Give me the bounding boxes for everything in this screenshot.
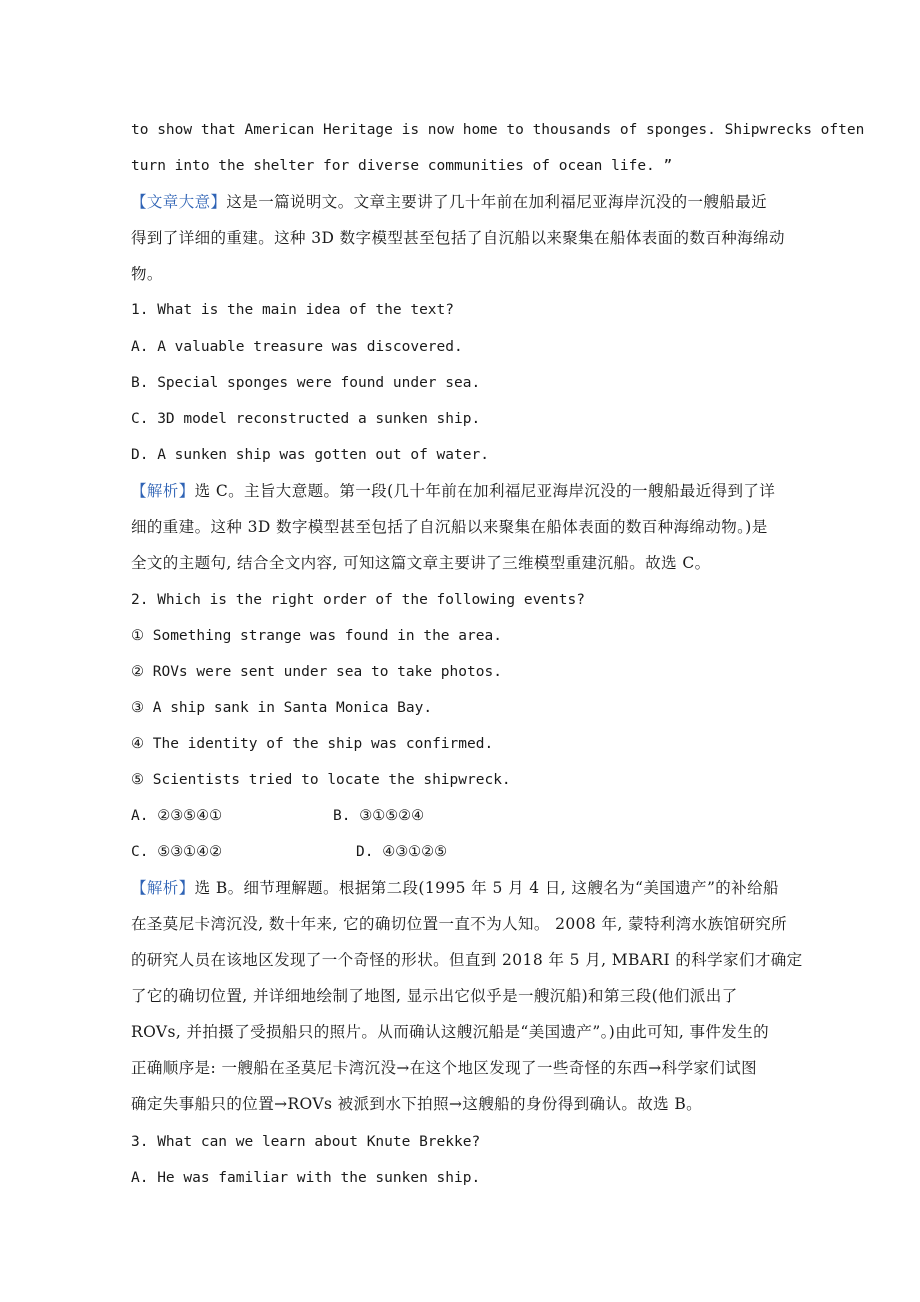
q2-analysis-line: 确定失事船只的位置→ROVs 被派到水下拍照→这艘船的身份得到确认。故选 B。 bbox=[131, 1095, 703, 1113]
analysis-text: 选 C。主旨大意题。第一段(几十年前在加利福尼亚海岸沉没的一艘船最近得到了详 bbox=[194, 482, 776, 500]
q2-option-a: A. ②③⑤④① bbox=[131, 808, 223, 824]
q1-option-b: B. Special sponges were found under sea. bbox=[131, 375, 481, 391]
q2-analysis-line: 正确顺序是: 一艘船在圣莫尼卡湾沉没→在这个地区发现了一些奇怪的东西→科学家们试图 bbox=[131, 1059, 758, 1077]
q3-option-a: A. He was familiar with the sunken ship. bbox=[131, 1170, 481, 1186]
q2-option-c: C. ⑤③①④② bbox=[131, 844, 223, 860]
q2-event-5: ⑤ Scientists tried to locate the shipwreck. bbox=[131, 772, 511, 788]
q2-analysis-line bbox=[131, 878, 779, 898]
summary-text-line: 得到了详细的重建。这种 3D 数字模型甚至包括了自沉船以来聚集在船体表面的数百种海绵动 bbox=[131, 229, 785, 247]
q1-option-c: C. 3D model reconstructed a sunken ship. bbox=[131, 411, 481, 427]
question-3: 3. What can we learn about Knute Brekke? bbox=[131, 1134, 481, 1150]
q2-analysis-line: 在圣莫尼卡湾沉没, 数十年来, 它的确切位置一直不为人知。 2008 年, 蒙特利湾水族馆研究所 bbox=[131, 915, 788, 933]
q1-analysis-line bbox=[131, 481, 775, 501]
passage-text-line: to show that American Heritage is now home to thousands of sponges. Shipwrecks often bbox=[131, 122, 865, 138]
q2-event-4: ④ The identity of the ship was confirmed. bbox=[131, 736, 494, 752]
q2-event-2: ② ROVs were sent under sea to take photos. bbox=[131, 664, 502, 680]
summary-text-line: 物。 bbox=[131, 265, 163, 283]
summary-paragraph-line bbox=[131, 192, 767, 212]
passage-text-line: turn into the shelter for diverse communities of ocean life. ” bbox=[131, 158, 673, 174]
q1-option-a: A. A valuable treasure was discovered. bbox=[131, 339, 463, 355]
q1-analysis-line: 全文的主题句, 结合全文内容, 可知这篇文章主要讲了三维模型重建沉船。故选 C。 bbox=[131, 554, 711, 572]
q2-analysis-line: 的研究人员在该地区发现了一个奇怪的形状。但直到 2018 年 5 月, MBARI 的科学家们才确定 bbox=[131, 951, 803, 969]
q2-option-b: B. ③①⑤②④ bbox=[333, 808, 425, 824]
q2-analysis-line: ROVs, 并拍摄了受损船只的照片。从而确认这艘沉船是“美国遗产”。)由此可知, 事件发生的 bbox=[131, 1023, 770, 1041]
analysis-tag: 【解析】 bbox=[131, 879, 195, 897]
analysis-tag: 【解析】 bbox=[131, 482, 195, 500]
summary-text: 这是一篇说明文。文章主要讲了几十年前在加利福尼亚海岸沉没的一艘船最近 bbox=[226, 193, 768, 211]
question-1: 1. What is the main idea of the text? bbox=[131, 302, 455, 318]
q2-event-1: ① Something strange was found in the area. bbox=[131, 628, 502, 644]
q2-option-d: D. ④③①②⑤ bbox=[356, 844, 448, 860]
q2-analysis-line: 了它的确切位置, 并详细地绘制了地图, 显示出它似乎是一艘沉船)和第三段(他们派出了 bbox=[131, 987, 738, 1005]
summary-tag: 【文章大意】 bbox=[131, 193, 227, 211]
q2-event-3: ③ A ship sank in Santa Monica Bay. bbox=[131, 700, 433, 716]
q1-analysis-line: 细的重建。这种 3D 数字模型甚至包括了自沉船以来聚集在船体表面的数百种海绵动物。)是 bbox=[131, 518, 768, 536]
question-2: 2. Which is the right order of the following events? bbox=[131, 592, 585, 608]
q1-option-d: D. A sunken ship was gotten out of water. bbox=[131, 447, 489, 463]
analysis-text: 选 B。细节理解题。根据第二段(1995 年 5 月 4 日, 这艘名为“美国遗产”的补给船 bbox=[194, 879, 779, 897]
